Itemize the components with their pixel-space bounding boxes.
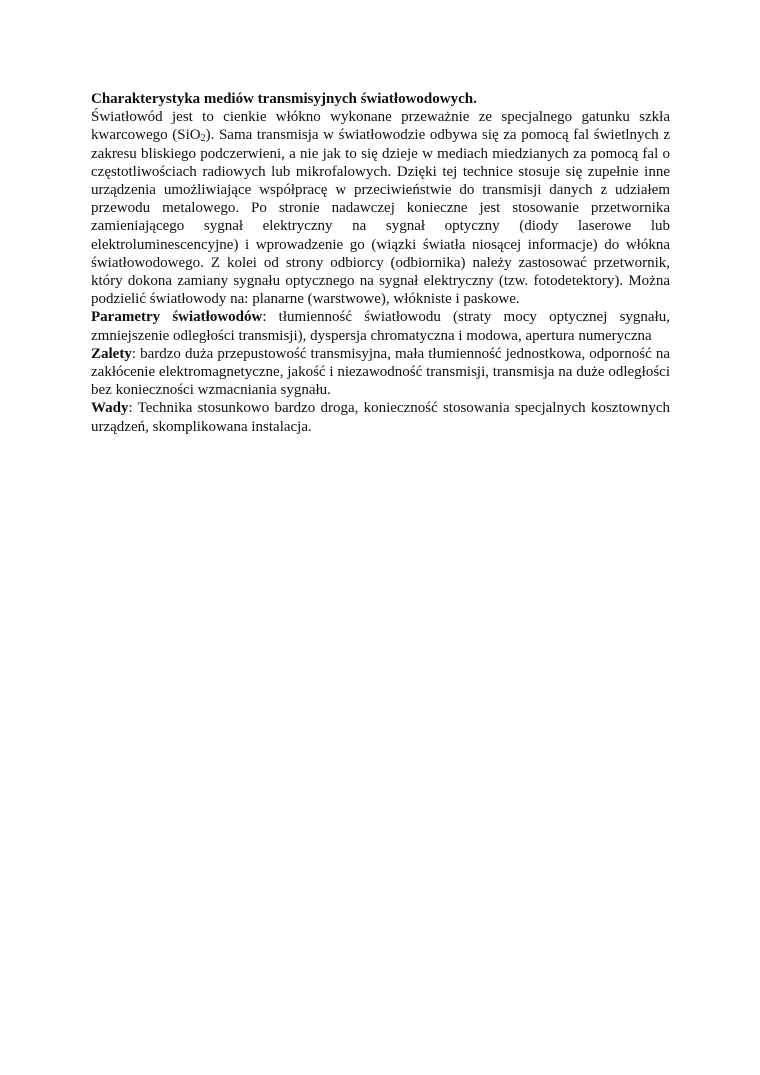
disadvantages-text: : Technika stosunkowo bardzo droga, konieczność stosowania specjalnych kosztownych urządzeń, skomplikowana instalacja.	[91, 400, 670, 435]
intro-text-part2: ). Sama transmisja w światłowodzie odbywa się za pomocą fal świetlnych z zakresu bliskiego podczerwieni, a nie jak to się dzieje w mediach miedzianych za pomocą fal o częstotliwościach radiowych lub mikrofalowych. Dzięki tej technice stosuje się zupełnie inne urządzenia umożliwiające współpracę w przeciwieństwie do transmisji danych z udziałem przewodu metalowego. Po stronie nadawczej konieczne jest stosowanie przetwornika zamieniającego sygnał elektryczny na sygnał optyczny (diody laserowe lub elektroluminescencyjne) i wprowadzenie go (wiązki światła niosącej informacje) do włókna światłowodowego. Z kolei od strony odbiorcy (odbiornika) należy zastosować przetwornik, który dokona zamiany sygnału optycznego na sygnał elektryczny (tzw. fotodetektory). Można podzielić światłowody na: planarne (warstwowe), włókniste i paskowe.	[91, 127, 670, 308]
advantages-paragraph	[91, 345, 670, 400]
document-body	[91, 90, 670, 436]
intro-paragraph	[91, 108, 670, 308]
parameters-label: Parametry światłowodów	[91, 309, 263, 326]
intro-subscript: 2	[200, 133, 206, 145]
parameters-paragraph	[91, 308, 670, 344]
disadvantages-label: Wady	[91, 400, 129, 417]
disadvantages-paragraph	[91, 399, 670, 435]
parameters-text: : tłumienność światłowodu (straty mocy optycznej sygnału, zmniejszenie odległości transmisji), dyspersja chromatyczna i modowa, apertura numeryczna	[91, 309, 670, 344]
advantages-text: : bardzo duża przepustowość transmisyjna, mała tłumienność jednostkowa, odporność na zakłócenie elektromagnetyczne, jakość i niezawodność transmisji, transmisja na duże odległości bez konieczności wzmacniania sygnału.	[91, 345, 670, 399]
advantages-label: Zalety	[91, 345, 132, 362]
document-title: Charakterystyka mediów transmisyjnych światłowodowych.	[91, 91, 477, 107]
intro-text-part1: Światłowód jest to cienkie włókno wykonane przeważnie ze specjalnego gatunku szkła kwarcowego (SiO	[91, 109, 670, 144]
